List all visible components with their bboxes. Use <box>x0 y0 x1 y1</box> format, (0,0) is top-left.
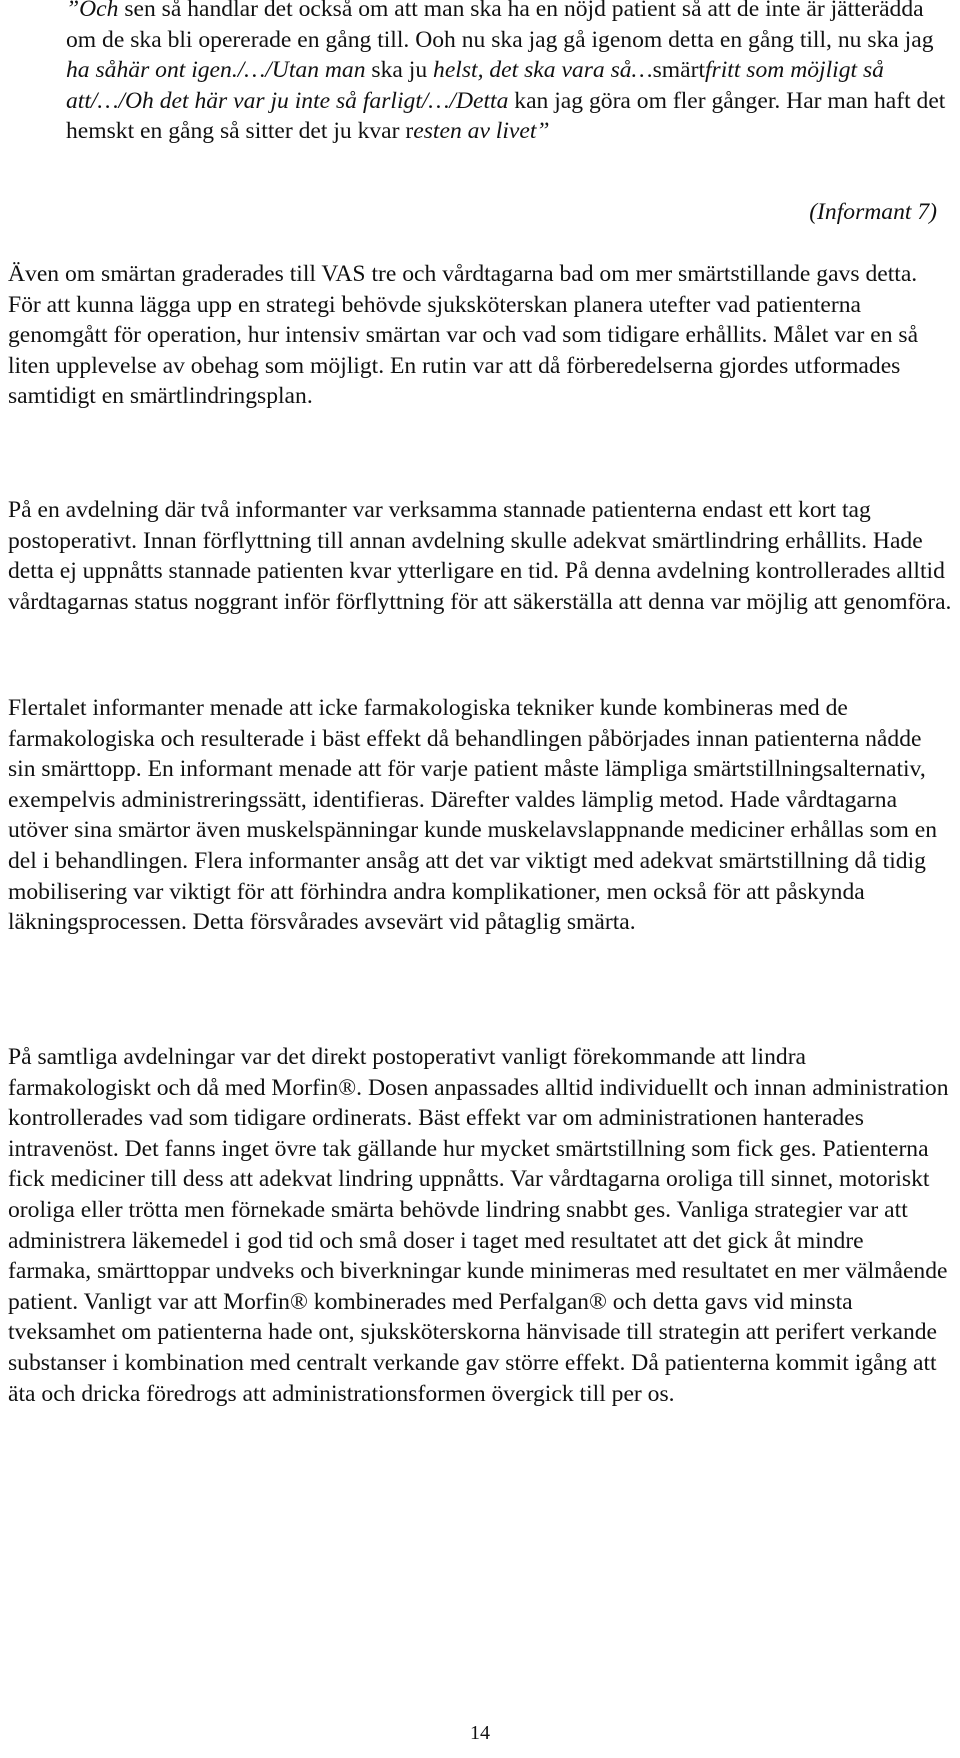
paragraph: På samtliga avdelningar var det direkt postoperativt vanligt förekommande att lindra farmakologiskt och då med Morfin®. Dosen anpassades alltid individuellt och innan administration kontrollerades vad som tidigare ordinerats. Bäst effekt var om administrationen hanterades intravenöst. Det fanns inget övre tak gällande hur mycket smärtstillning som fick ges. Patienterna fick mediciner till dess att adekvat lindring uppnåtts. Var vårdtagarna oroliga till sinnet, motoriskt oroliga eller trötta men förnekade smärta behövde lindring snabbt ges. Vanliga strategier var att administrera läkemedel i god tid och små doser i taget med resultatet att det gick åt mindre farmaka, smärttoppar undveks och biverkningar kunde minimeras med resultatet en mer välmående patient. Vanligt var att Morfin® kombinerades med Perfalgan® och detta gavs vid minsta tveksamhet om patienterna hade ont, sjuksköterskorna hänvisade till strategin att perifert verkande substanser i kombination med centralt verkande gav större effekt. Då patienterna kommit igång att äta och dricka föredrogs att administrationsformen övergick till per os. <box>8 1044 949 1407</box>
quote-segment: ha såhär ont igen./…/Utan man <box>66 57 366 84</box>
quote-segment: ska ju <box>365 57 434 84</box>
quote-segment: kan jag göra om fler gånger. Har man haft det hemskt en gång så sitter det ju kvar r <box>66 87 946 145</box>
quote-segment: ”Och <box>66 0 125 22</box>
paragraph: Flertalet informanter menade att icke farmakologiska tekniker kunde kombineras med de farmakologiska och resulterade i bäst effekt då behandlingen påbörjades innan patienterna nådde sin smärttopp. En informant menade att för varje patient måste lämpliga smärtstillningsalternativ, exempelvis administreringssätt, identifieras. Därefter valdes lämplig metod. Hade vårdtagarna utöver sina smärtor även muskelspänningar kunde muskelavslappnande mediciner erhållas som en del i behandlingen. Flera informanter ansåg att det var viktigt med adekvat smärtstillning då tidig mobilisering var viktigt för att förhindra andra komplikationer, men också för att påskynda läkningsprocessen. Detta försvårades avsevärt vid påtaglig smärta. <box>8 695 938 936</box>
quote-segment: fritt som möjligt så att/…/Oh det här var ju inte så farligt/…/Detta <box>66 57 884 114</box>
quote-segment: smärt <box>652 57 705 84</box>
paragraph: På en avdelning där två informanter var verksamma stannade patienterna endast ett kort tag postoperativt. Innan förflyttning till annan avdelning skulle adekvat smärtlindring erhållits. Hade detta ej uppnåtts stannade patienten kvar ytterligare en tid. På denna avdelning kontrollerades alltid vårdtagarnas status noggrant inför förflyttning för att säkerställa att denna var möjlig att genomföra. <box>8 497 952 615</box>
informant-quote <box>66 0 946 147</box>
informant-attribution: (Informant 7) <box>809 199 937 225</box>
paragraph: Även om smärtan graderades till VAS tre och vårdtagarna bad om mer smärtstillande gavs detta. För att kunna lägga upp en strategi behövde sjuksköterskan planera utefter vad patienterna genomgått för operation, hur intensiv smärtan var och vad som tidigare erhållits. Målet var en så liten upplevelse av obehag som möjligt. En rutin var att då förberedelserna gjordes utformades samtidigt en smärtlindringsplan. <box>8 261 919 410</box>
quote-segment: esten av livet” <box>413 118 550 145</box>
quote-segment: sen så handlar det också om att man ska ha en nöjd patient så att de inte är jätterädda om de ska bli opererade en gång till. Ooh nu ska jag gå igenom detta en gång till, nu ska jag <box>66 0 934 53</box>
quote-segment: helst, det ska vara så… <box>433 57 653 84</box>
page-number: 14 <box>470 1722 490 1744</box>
